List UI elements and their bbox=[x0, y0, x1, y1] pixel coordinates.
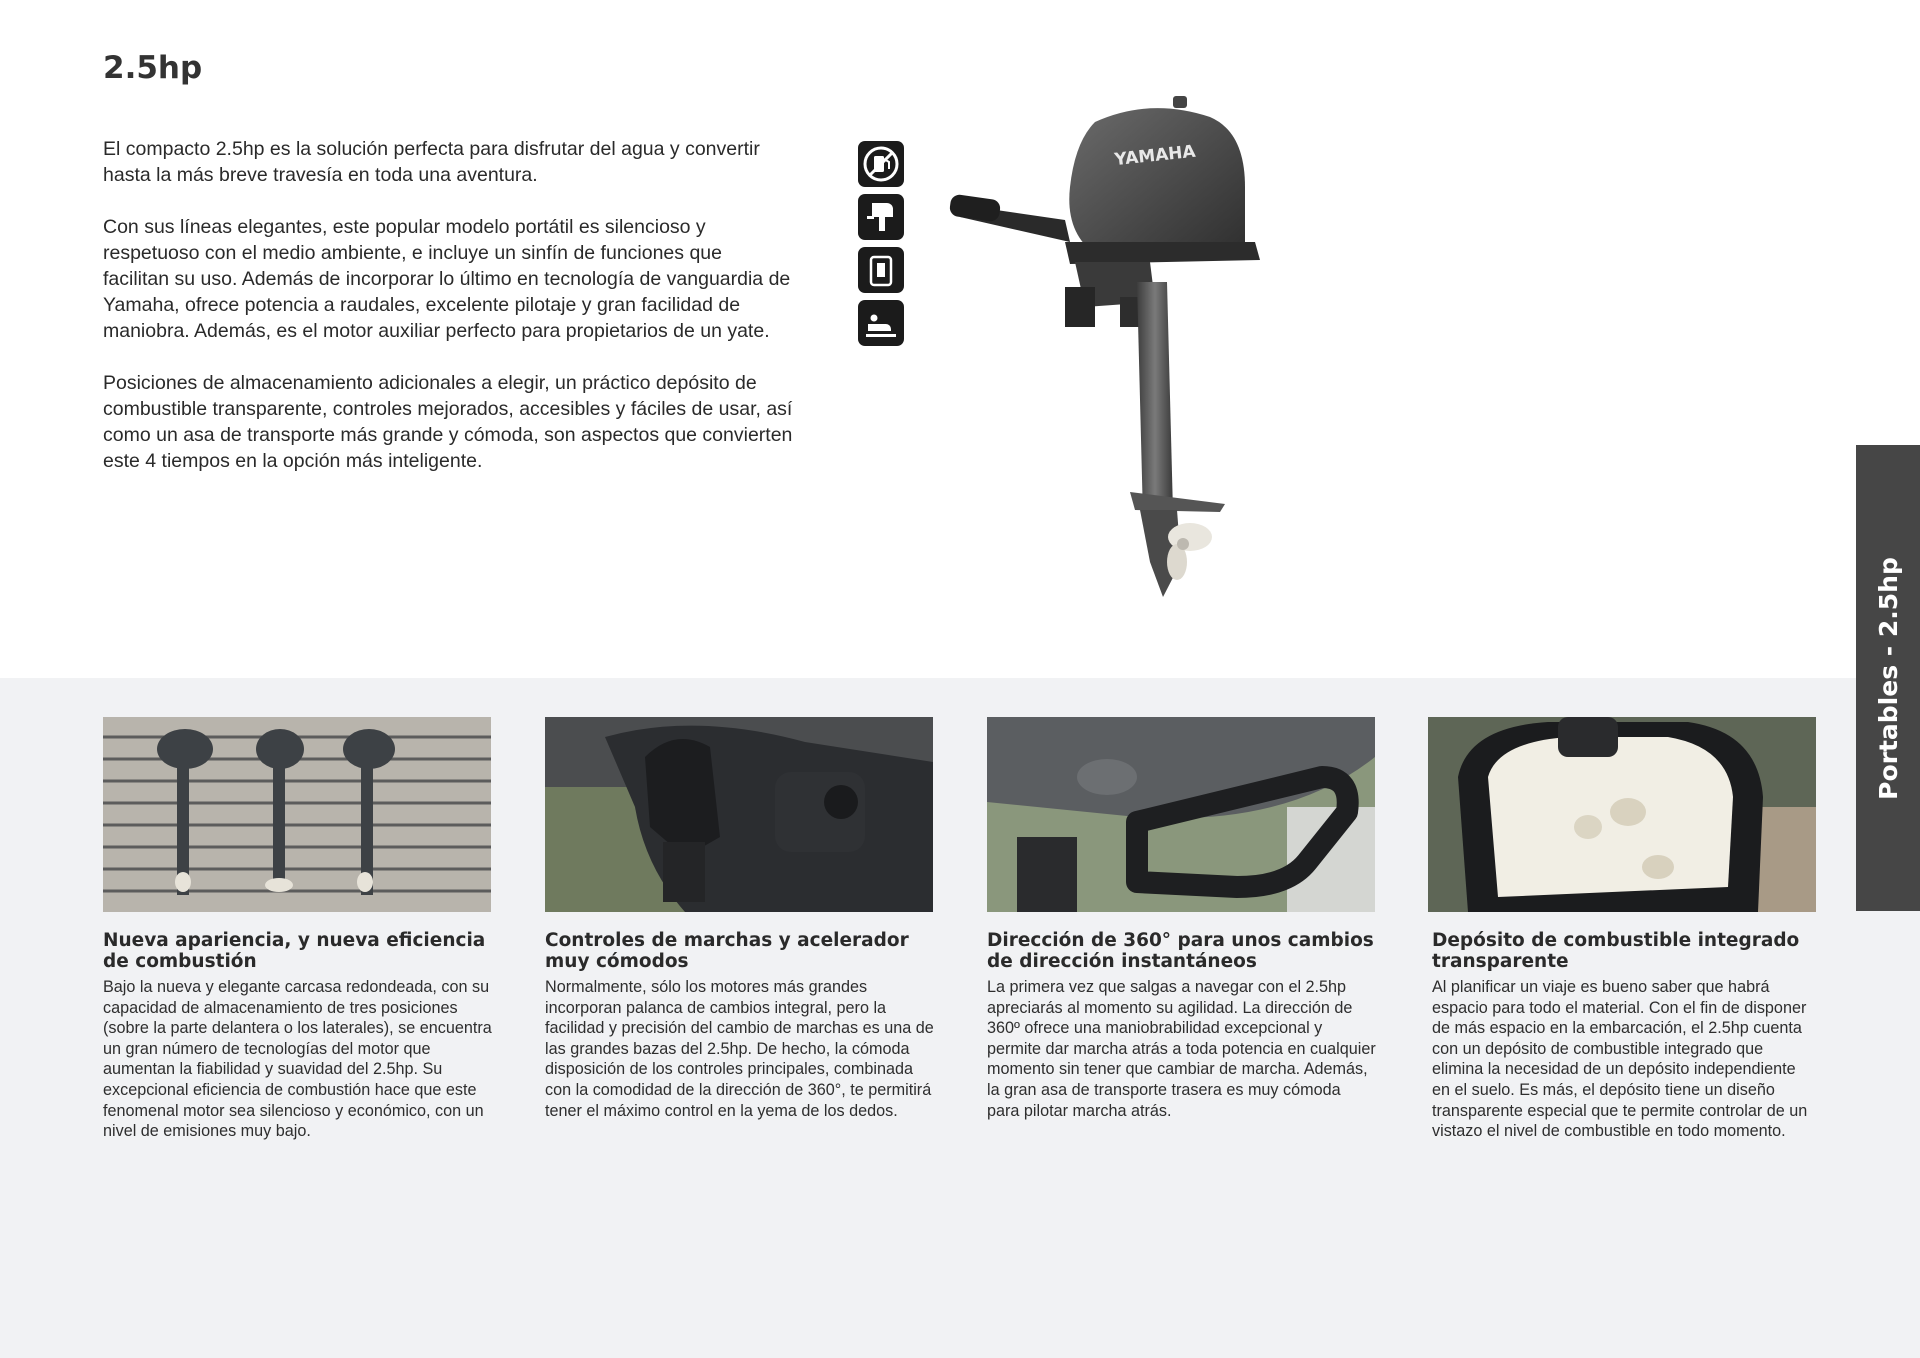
intro-text bbox=[103, 136, 793, 500]
feature-title: Depósito de combustible integrado transparente bbox=[1432, 930, 1800, 972]
feature-title: Controles de marchas y acelerador muy cómodos bbox=[545, 930, 909, 972]
fuel-pump-icon bbox=[858, 141, 904, 187]
fuel-tank-image bbox=[1428, 717, 1816, 912]
feature-card-appearance bbox=[103, 717, 493, 1142]
yamaha-logo: YAMAHA bbox=[1113, 141, 1197, 171]
outboard-motor-icon bbox=[858, 194, 904, 240]
feature-icons bbox=[858, 141, 904, 353]
feature-text: Bajo la nueva y elegante carcasa redondeada, con su capacidad de almacenamiento de tres posiciones (sobre la parte delantera o los laterales), se encuentra un gran número de tecnologías del motor que aumentan la fiabilidad y suavidad del 2.5hp. Su excepcional eficiencia de combustión hace que este fenomenal motor sea silencioso y económico, con un nivel de emisiones muy bajo. bbox=[103, 978, 492, 1141]
feature-title: Nueva apariencia, y nueva eficiencia de combustión bbox=[103, 930, 486, 972]
storage-position-icon bbox=[858, 300, 904, 346]
intro-paragraph-1: El compacto 2.5hp es la solución perfecta para disfrutar del agua y convertir hasta la más breve travesía en toda una aventura. bbox=[103, 138, 760, 186]
feature-card-fuel-tank bbox=[1428, 717, 1818, 1142]
outboard-motor-image bbox=[945, 92, 1290, 617]
feature-card-controls bbox=[545, 717, 935, 1121]
fuel-tank-icon bbox=[858, 247, 904, 293]
feature-text: Al planificar un viaje es bueno saber que habrá espacio para todo el material. Con el fin de disponer de más espacio en la embarcación, el 2.5hp cuenta con un depósito de combustible integrado que elimina la necesidad de un depósito independiente en el suelo. Es más, el depósito tiene un diseño transparente especial que te permite controlar de un vistazo el nivel de combustible en todo momento. bbox=[1432, 978, 1808, 1141]
intro-paragraph-2: Con sus líneas elegantes, este popular modelo portátil es silencioso y respetuoso con el medio ambiente, e incluye un sinfín de funciones que facilitan su uso. Además de incorporar lo último en tecnología de vanguardia de Yamaha, ofrece potencia a raudales, excelente pilotaje y gran facilidad de maniobra. Además, es el motor auxiliar perfecto para propietarios de un yate. bbox=[103, 216, 791, 342]
page-title: 2.5hp bbox=[103, 50, 203, 86]
intro-paragraph-3: Posiciones de almacenamiento adicionales a elegir, un práctico depósito de combustible transparente, controles mejorados, accesibles y fáciles de usar, así como un asa de transporte más grande y cómoda, son aspectos que convierten este 4 tiempos en la opción más inteligente. bbox=[103, 372, 793, 472]
feature-card-steering bbox=[987, 717, 1377, 1121]
three-motors-image bbox=[103, 717, 491, 912]
feature-text: Normalmente, sólo los motores más grandes incorporan palanca de cambios integral, pero la facilidad y precisión del cambio de marchas es una de las grandes bazas del 2.5hp. De hecho, la cómoda disposición de los controles principales, combinada con la comodidad de la dirección de 360°, te permitirá tener el máximo control en la yema de los dedos. bbox=[545, 978, 934, 1120]
feature-title: Dirección de 360° para unos cambios de dirección instantáneos bbox=[987, 930, 1374, 972]
section-tab bbox=[1856, 445, 1920, 911]
gear-throttle-image bbox=[545, 717, 933, 912]
feature-text: La primera vez que salgas a navegar con el 2.5hp apreciarás al momento su agilidad. La dirección de 360º ofrece una maniobrabilidad excepcional y permite dar marcha atrás a toda potencia en cualquier momento sin tener que cambiar de marcha. Además, la gran asa de transporte trasera es muy cómoda para pilotar marcha atrás. bbox=[987, 978, 1376, 1120]
section-tab-label: Portables - 2.5hp bbox=[1873, 556, 1903, 800]
carry-handle-image bbox=[987, 717, 1375, 912]
